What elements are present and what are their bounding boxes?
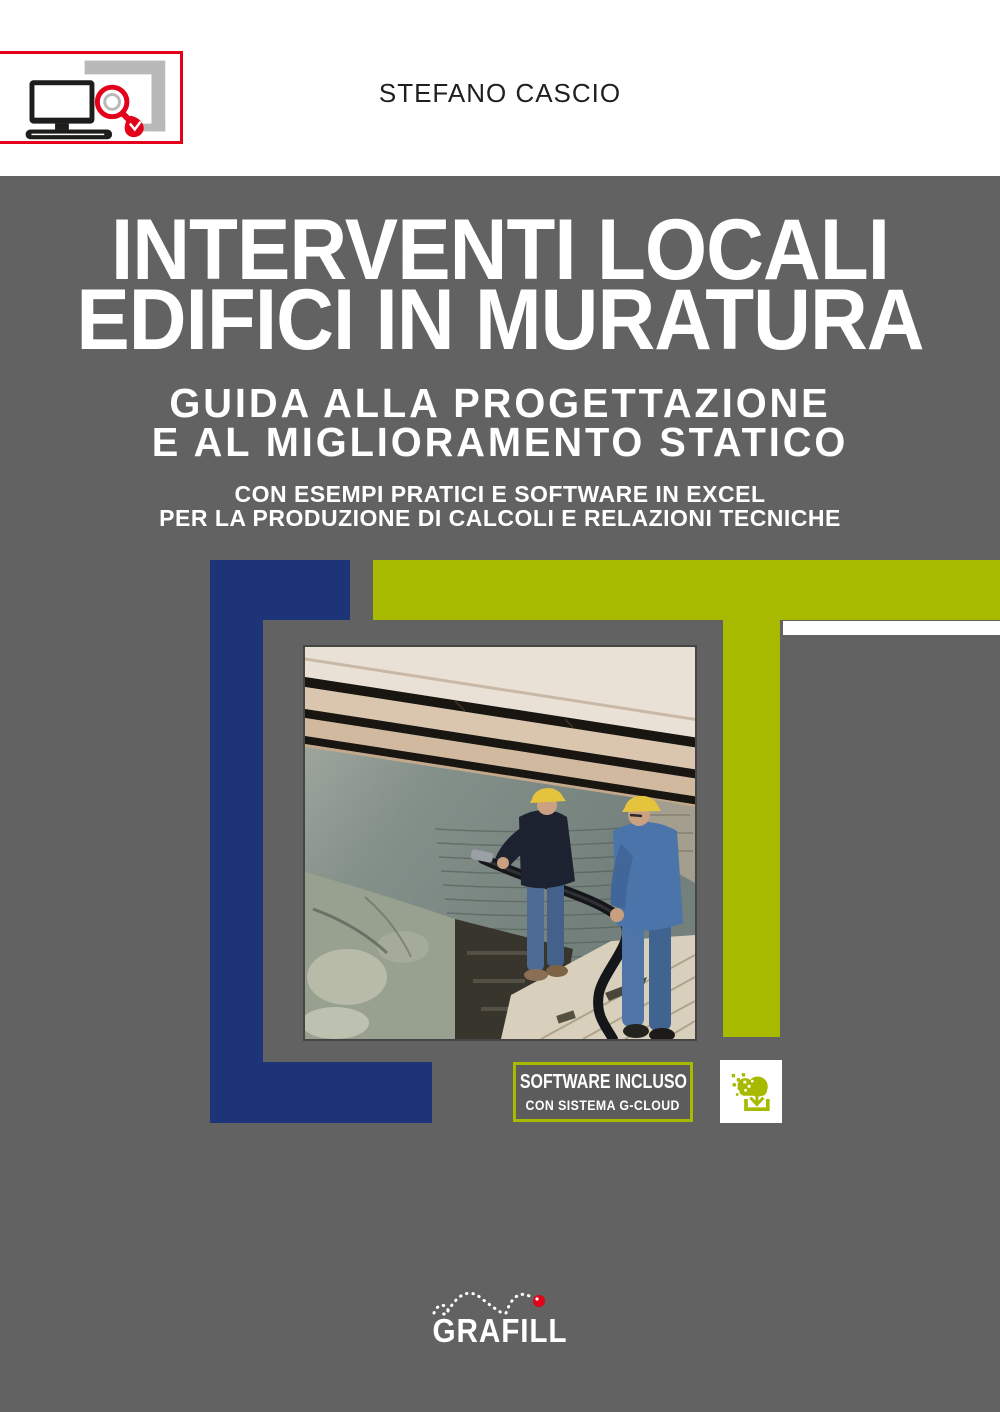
badge-line2: CON SISTEMA G-CLOUD bbox=[525, 1097, 681, 1113]
book-title-line1: INTERVENTI LOCALI bbox=[110, 202, 890, 298]
publisher-name: GRAFILL bbox=[432, 1312, 568, 1349]
cover-photo bbox=[303, 645, 697, 1041]
author-name: STEFANO CASCIO bbox=[378, 78, 622, 108]
blue-frame-vertical-bar bbox=[210, 560, 263, 1123]
book-tagline-line1: CON ESEMPI PRATICI E SOFTWARE IN EXCEL bbox=[234, 481, 766, 507]
white-accent-stripe bbox=[783, 621, 1000, 635]
software-included-badge bbox=[513, 1062, 693, 1122]
book-title-line2: EDIFICI IN MURATURA bbox=[76, 272, 924, 368]
book-subtitle-line2: E AL MIGLIORAMENTO STATICO bbox=[151, 419, 849, 465]
g-cloud-box bbox=[720, 1060, 782, 1123]
blue-frame-bottom-bar bbox=[210, 1062, 432, 1123]
publisher-logo bbox=[390, 1283, 610, 1350]
top-band bbox=[0, 0, 1000, 176]
green-frame-horizontal-bar bbox=[373, 560, 1000, 620]
g-cloud-download-icon bbox=[725, 1065, 777, 1119]
badge-line1: SOFTWARE INCLUSO bbox=[519, 1071, 687, 1093]
green-frame-vertical-bar bbox=[723, 560, 780, 1037]
book-tagline-line2: PER LA PRODUZIONE DI CALCOLI E RELAZIONI TECNICHE bbox=[159, 505, 841, 531]
book-title bbox=[0, 202, 1000, 368]
book-tagline bbox=[0, 482, 1000, 530]
workers-spraying-concrete-attic-photo bbox=[305, 647, 695, 1039]
book-subtitle-line1: GUIDA ALLA PROGETTAZIONE bbox=[169, 380, 831, 426]
book-subtitle bbox=[0, 380, 1000, 465]
